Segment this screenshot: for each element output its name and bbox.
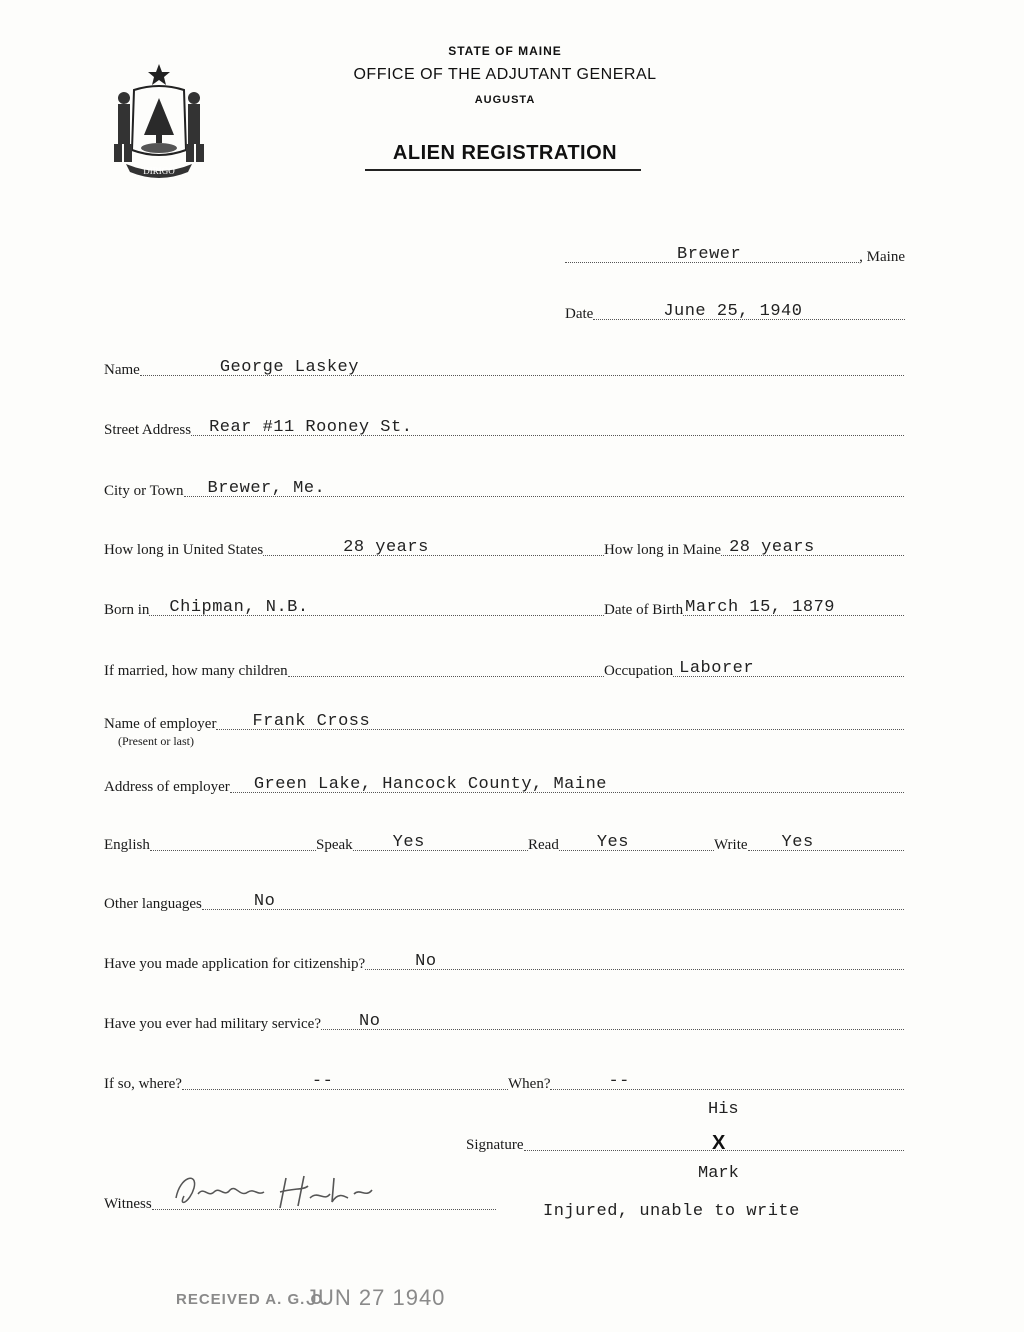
- signature-row: [466, 1131, 904, 1155]
- born-in-label: Born in: [104, 602, 150, 618]
- military-value: No: [359, 1012, 381, 1031]
- maine-state-seal-icon: [104, 60, 214, 180]
- employer-address-row: [104, 773, 904, 797]
- title-underline: [365, 169, 641, 171]
- employer-field: [216, 712, 904, 731]
- city-field: [184, 479, 904, 498]
- military-label: Have you ever had military service?: [104, 1016, 321, 1032]
- maine-duration-row: [604, 536, 904, 560]
- received-stamp-date: JUN 27 1940: [306, 1285, 446, 1310]
- maine-duration-field: [721, 538, 904, 557]
- received-stamp-text: RECEIVED A. G. O.: [176, 1291, 329, 1308]
- us-duration-value: 28 years: [343, 538, 429, 557]
- us-duration-row: [104, 536, 604, 560]
- city-row: [104, 477, 904, 501]
- write-value: Yes: [781, 833, 814, 852]
- name-value: George Laskey: [219, 358, 359, 377]
- employer-row: [104, 710, 904, 734]
- us-duration-label: How long in United States: [104, 542, 264, 558]
- street-label: Street Address: [104, 422, 192, 438]
- when-field: [550, 1072, 904, 1091]
- name-field: [140, 358, 904, 377]
- street-field: [191, 418, 904, 437]
- form-title: ALIEN REGISTRATION: [392, 142, 618, 164]
- write-field: [748, 833, 904, 852]
- citizenship-field: [365, 952, 904, 971]
- witness-label: Witness: [104, 1196, 152, 1212]
- date-row: [565, 300, 905, 324]
- other-languages-value: No: [253, 892, 276, 911]
- dob-value: March 15, 1879: [685, 598, 835, 617]
- speak-row: [316, 831, 528, 855]
- write-label: Write: [714, 837, 748, 853]
- occupation-row: [604, 657, 904, 681]
- write-row: [714, 831, 904, 855]
- city-value: Brewer, Me.: [207, 479, 326, 498]
- signature-his: His: [708, 1100, 739, 1119]
- office-city: AUGUSTA: [474, 94, 536, 106]
- occupation-label: Occupation: [604, 663, 674, 679]
- children-label: If married, how many children: [104, 663, 288, 679]
- employer-address-value: Green Lake, Hancock County, Maine: [253, 775, 607, 794]
- children-row: [104, 657, 604, 681]
- witness-signature: [168, 1168, 378, 1214]
- seal-motto: DIRIGO: [143, 166, 175, 176]
- place-value: Brewer: [677, 245, 742, 264]
- us-duration-field: [263, 538, 604, 557]
- place-row: [565, 243, 905, 267]
- employer-address-field: [230, 775, 904, 794]
- employer-label: Name of employer: [104, 716, 217, 732]
- employer-value: Frank Cross: [252, 712, 371, 731]
- born-in-value: Chipman, N.B.: [169, 598, 309, 617]
- signature-x-mark: X: [712, 1132, 726, 1154]
- born-in-field: [149, 598, 604, 617]
- read-row: [528, 831, 714, 855]
- read-field: [559, 833, 714, 852]
- state-name: STATE OF MAINE: [448, 44, 562, 58]
- citizenship-label: Have you made application for citizenship?: [104, 956, 366, 972]
- employer-sublabel: (Present or last): [118, 734, 194, 748]
- employer-address-label: Address of employer: [104, 779, 230, 795]
- english-label: English: [104, 837, 150, 853]
- street-value: Rear #11 Rooney St.: [209, 418, 413, 437]
- name-row: [104, 356, 904, 380]
- military-row: [104, 1010, 904, 1034]
- office-name: OFFICE OF THE ADJUTANT GENERAL: [353, 66, 657, 83]
- when-value: --: [608, 1072, 630, 1091]
- city-label: City or Town: [104, 483, 184, 499]
- date-label: Date: [565, 306, 594, 322]
- english-field: [150, 849, 316, 851]
- when-row: [508, 1070, 904, 1094]
- dob-row: [604, 596, 904, 620]
- other-languages-label: Other languages: [104, 896, 202, 912]
- occupation-field: [673, 659, 904, 678]
- signature-mark: Mark: [698, 1164, 739, 1183]
- born-in-row: [104, 596, 604, 620]
- english-row: [104, 831, 316, 855]
- date-field: [593, 302, 905, 321]
- children-field: [288, 675, 604, 677]
- where-label: If so, where?: [104, 1076, 182, 1092]
- where-row: [104, 1070, 508, 1094]
- place-suffix: , Maine: [859, 249, 905, 265]
- citizenship-row: [104, 950, 904, 974]
- read-value: Yes: [596, 833, 629, 852]
- signature-label: Signature: [466, 1137, 524, 1153]
- signature-note: Injured, unable to write: [543, 1202, 800, 1221]
- speak-field: [353, 833, 528, 852]
- when-label: When?: [508, 1076, 551, 1092]
- citizenship-value: No: [415, 952, 437, 971]
- speak-value: Yes: [392, 833, 425, 852]
- speak-label: Speak: [316, 837, 353, 853]
- where-field: [182, 1072, 508, 1091]
- street-row: [104, 416, 904, 440]
- where-value: --: [311, 1072, 334, 1091]
- name-label: Name: [104, 362, 140, 378]
- occupation-value: Laborer: [679, 659, 755, 678]
- read-label: Read: [528, 837, 559, 853]
- dob-label: Date of Birth: [604, 602, 684, 618]
- military-field: [321, 1012, 904, 1031]
- place-field: [565, 245, 859, 264]
- other-languages-row: [104, 890, 904, 914]
- other-languages-field: [202, 892, 904, 911]
- dob-field: [683, 598, 904, 617]
- date-value: June 25, 1940: [663, 302, 803, 321]
- maine-duration-label: How long in Maine: [604, 542, 722, 558]
- maine-duration-value: 28 years: [729, 538, 815, 557]
